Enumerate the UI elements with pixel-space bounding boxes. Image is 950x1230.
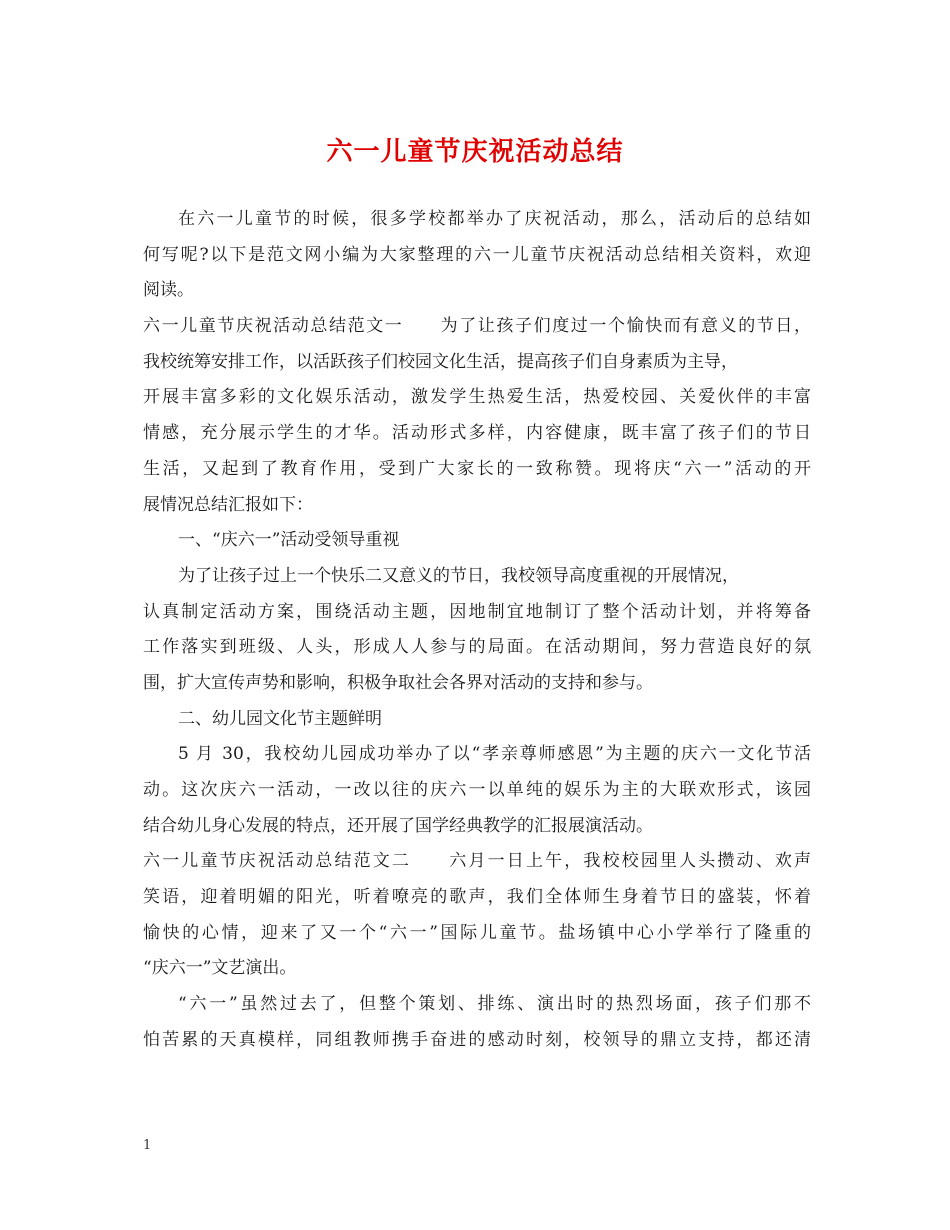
text-line: “庆六一”文艺演出。: [143, 958, 297, 979]
text-line: 六一儿童节庆祝活动总结范文一 为了让孩子们度过一个愉快而有意义的节日，: [143, 316, 811, 337]
document-body: [143, 202, 811, 1059]
text-line: 围，扩大宣传声势和影响，积极争取社会各界对活动的支持和参与。: [143, 672, 653, 693]
text-line: 阅读。: [143, 280, 194, 301]
document-title: 六一儿童节庆祝活动总结: [326, 137, 624, 167]
section-heading: 二、幼儿园文化节主题鲜明: [178, 708, 382, 729]
text-line: “六一”虽然过去了，但整个策划、排练、演出时的热烈场面，孩子们那不: [178, 994, 811, 1015]
text-line: 生活，又起到了教育作用，受到广大家长的一致称赞。现将庆“六一”活动的开: [143, 458, 811, 479]
text-line: 展情况总结汇报如下：: [143, 494, 313, 515]
text-line: 愉快的心情，迎来了又一个“六一”国际儿童节。盐场镇中心小学举行了隆重的: [143, 922, 811, 943]
text-line: 六一儿童节庆祝活动总结范文二 六月一日上午，我校校园里人头攒动、欢声: [143, 851, 811, 872]
text-line: 开展丰富多彩的文化娱乐活动，激发学生热爱生活，热爱校园、关爱伙伴的丰富: [143, 387, 811, 408]
text-line: 何写呢?以下是范文网小编为大家整理的六一儿童节庆祝活动总结相关资料，欢迎: [143, 244, 811, 265]
text-line: 怕苦累的天真模样，同组教师携手奋进的感动时刻，校领导的鼎立支持，都还清: [143, 1029, 811, 1050]
text-line: 在六一儿童节的时候，很多学校都举办了庆祝活动，那么，活动后的总结如: [178, 209, 811, 229]
section-heading: 一、“庆六一”活动受领导重视: [178, 530, 400, 551]
text-line: 笑语，迎着明媚的阳光，听着嘹亮的歌声，我们全体师生身着节日的盛装，怀着: [143, 887, 811, 908]
text-line: 5 月 30，我校幼儿园成功举办了以“孝亲尊师感恩”为主题的庆六一文化节活: [178, 744, 811, 765]
text-line: 为了让孩子过上一个快乐二又意义的节日，我校领导高度重视的开展情况，: [178, 565, 739, 586]
text-line: 认真制定活动方案，围绕活动主题，因地制宜地制订了整个活动计划，并将筹备: [143, 601, 811, 622]
text-line: 工作落实到班级、人头，形成人人参与的局面。在活动期间，努力营造良好的氛: [143, 637, 811, 658]
page-number: 1: [143, 1138, 152, 1153]
text-line: 我校统筹安排工作，以活跃孩子们校园文化生活，提高孩子们自身素质为主导，: [143, 351, 738, 372]
text-line: 结合幼儿身心发展的特点，还开展了国学经典教学的汇报展演活动。: [143, 815, 653, 836]
text-line: 情感，充分展示学生的才华。活动形式多样，内容健康，既丰富了孩子们的节日: [143, 423, 811, 444]
text-line: 动。这次庆六一活动，一改以往的庆六一以单纯的娱乐为主的大联欢形式，该园: [143, 780, 811, 800]
